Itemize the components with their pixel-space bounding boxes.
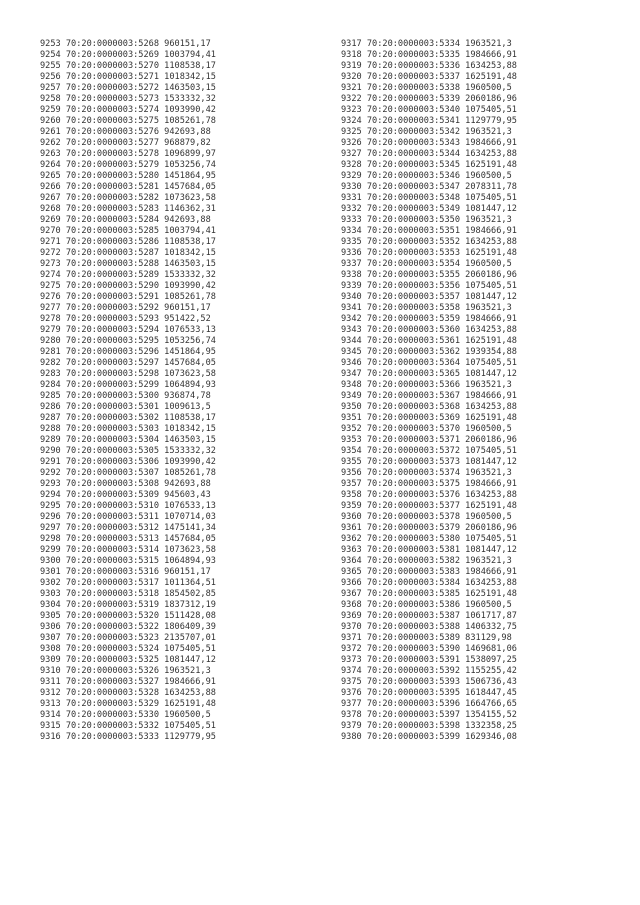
record-row: 9370 70:20:0000003:5388 1406332,75 — [341, 622, 517, 632]
record-row: 9295 70:20:0000003:5310 1076533,13 — [40, 501, 216, 511]
record-row: 9308 70:20:0000003:5324 1075405,51 — [40, 644, 216, 654]
record-row: 9346 70:20:0000003:5364 1075405,51 — [341, 358, 517, 368]
record-row: 9323 70:20:0000003:5340 1075405,51 — [341, 105, 517, 115]
record-row: 9262 70:20:0000003:5277 968879,82 — [40, 138, 211, 148]
record-row: 9293 70:20:0000003:5308 942693,88 — [40, 479, 211, 489]
record-row: 9294 70:20:0000003:5309 945603,43 — [40, 490, 211, 500]
record-row: 9318 70:20:0000003:5335 1984666,91 — [341, 50, 517, 60]
record-row: 9349 70:20:0000003:5367 1984666,91 — [341, 391, 517, 401]
record-row: 9279 70:20:0000003:5294 1076533,13 — [40, 325, 216, 335]
record-row: 9321 70:20:0000003:5338 1960500,5 — [341, 83, 512, 93]
record-row: 9354 70:20:0000003:5372 1075405,51 — [341, 446, 517, 456]
record-row: 9371 70:20:0000003:5389 831129,98 — [341, 633, 512, 643]
record-row: 9275 70:20:0000003:5290 1093990,42 — [40, 281, 216, 291]
record-row: 9304 70:20:0000003:5319 1837312,19 — [40, 600, 216, 610]
record-row: 9326 70:20:0000003:5343 1984666,91 — [341, 138, 517, 148]
record-row: 9339 70:20:0000003:5356 1075405,51 — [341, 281, 517, 291]
record-row: 9299 70:20:0000003:5314 1073623,58 — [40, 545, 216, 555]
record-row: 9352 70:20:0000003:5370 1960500,5 — [341, 424, 512, 434]
record-row: 9257 70:20:0000003:5272 1463503,15 — [40, 83, 216, 93]
record-row: 9260 70:20:0000003:5275 1085261,78 — [40, 116, 216, 126]
record-row: 9351 70:20:0000003:5369 1625191,48 — [341, 413, 517, 423]
record-row: 9269 70:20:0000003:5284 942693,88 — [40, 215, 211, 225]
record-row: 9258 70:20:0000003:5273 1533332,32 — [40, 94, 216, 104]
right-column — [341, 39, 517, 743]
record-row: 9332 70:20:0000003:5349 1081447,12 — [341, 204, 517, 214]
record-row: 9297 70:20:0000003:5312 1475141,34 — [40, 523, 216, 533]
record-row: 9376 70:20:0000003:5395 1618447,45 — [341, 688, 517, 698]
record-row: 9347 70:20:0000003:5365 1081447,12 — [341, 369, 517, 379]
record-row: 9330 70:20:0000003:5347 2078311,78 — [341, 182, 517, 192]
record-row: 9273 70:20:0000003:5288 1463503,15 — [40, 259, 216, 269]
record-row: 9303 70:20:0000003:5318 1854502,85 — [40, 589, 216, 599]
record-row: 9322 70:20:0000003:5339 2060186,96 — [341, 94, 517, 104]
record-row: 9368 70:20:0000003:5386 1960500,5 — [341, 600, 512, 610]
record-row: 9319 70:20:0000003:5336 1634253,88 — [341, 61, 517, 71]
record-row: 9364 70:20:0000003:5382 1963521,3 — [341, 556, 512, 566]
record-row: 9362 70:20:0000003:5380 1075405,51 — [341, 534, 517, 544]
record-row: 9310 70:20:0000003:5326 1963521,3 — [40, 666, 211, 676]
record-row: 9285 70:20:0000003:5300 936874,78 — [40, 391, 211, 401]
record-row: 9290 70:20:0000003:5305 1533332,32 — [40, 446, 216, 456]
record-row: 9333 70:20:0000003:5350 1963521,3 — [341, 215, 512, 225]
record-row: 9329 70:20:0000003:5346 1960500,5 — [341, 171, 512, 181]
record-row: 9353 70:20:0000003:5371 2060186,96 — [341, 435, 517, 445]
record-row: 9374 70:20:0000003:5392 1155255,42 — [341, 666, 517, 676]
record-row: 9277 70:20:0000003:5292 960151,17 — [40, 303, 211, 313]
record-row: 9287 70:20:0000003:5302 1108538,17 — [40, 413, 216, 423]
record-row: 9309 70:20:0000003:5325 1081447,12 — [40, 655, 216, 665]
record-row: 9276 70:20:0000003:5291 1085261,78 — [40, 292, 216, 302]
record-row: 9268 70:20:0000003:5283 1146362,31 — [40, 204, 216, 214]
record-row: 9343 70:20:0000003:5360 1634253,88 — [341, 325, 517, 335]
record-row: 9348 70:20:0000003:5366 1963521,3 — [341, 380, 512, 390]
record-row: 9261 70:20:0000003:5276 942693,88 — [40, 127, 211, 137]
record-row: 9300 70:20:0000003:5315 1064894,93 — [40, 556, 216, 566]
record-row: 9265 70:20:0000003:5280 1451864,95 — [40, 171, 216, 181]
record-row: 9266 70:20:0000003:5281 1457684,05 — [40, 182, 216, 192]
record-row: 9375 70:20:0000003:5393 1506736,43 — [341, 677, 517, 687]
record-row: 9341 70:20:0000003:5358 1963521,3 — [341, 303, 512, 313]
record-row: 9337 70:20:0000003:5354 1960500,5 — [341, 259, 512, 269]
record-row: 9340 70:20:0000003:5357 1081447,12 — [341, 292, 517, 302]
record-row: 9253 70:20:0000003:5268 960151,17 — [40, 39, 211, 49]
record-row: 9324 70:20:0000003:5341 1129779,95 — [341, 116, 517, 126]
record-row: 9355 70:20:0000003:5373 1081447,12 — [341, 457, 517, 467]
record-row: 9317 70:20:0000003:5334 1963521,3 — [341, 39, 512, 49]
record-row: 9344 70:20:0000003:5361 1625191,48 — [341, 336, 517, 346]
record-row: 9274 70:20:0000003:5289 1533332,32 — [40, 270, 216, 280]
record-row: 9256 70:20:0000003:5271 1018342,15 — [40, 72, 216, 82]
record-row: 9313 70:20:0000003:5329 1625191,48 — [40, 699, 216, 709]
record-row: 9359 70:20:0000003:5377 1625191,48 — [341, 501, 517, 511]
record-row: 9366 70:20:0000003:5384 1634253,88 — [341, 578, 517, 588]
record-row: 9328 70:20:0000003:5345 1625191,48 — [341, 160, 517, 170]
left-column — [40, 39, 216, 743]
record-row: 9282 70:20:0000003:5297 1457684,05 — [40, 358, 216, 368]
record-row: 9270 70:20:0000003:5285 1003794,41 — [40, 226, 216, 236]
record-row: 9254 70:20:0000003:5269 1003794,41 — [40, 50, 216, 60]
record-row: 9284 70:20:0000003:5299 1064894,93 — [40, 380, 216, 390]
record-row: 9325 70:20:0000003:5342 1963521,3 — [341, 127, 512, 137]
record-row: 9360 70:20:0000003:5378 1960500,5 — [341, 512, 512, 522]
record-row: 9335 70:20:0000003:5352 1634253,88 — [341, 237, 517, 247]
record-row: 9357 70:20:0000003:5375 1984666,91 — [341, 479, 517, 489]
record-row: 9345 70:20:0000003:5362 1939354,88 — [341, 347, 517, 357]
record-row: 9369 70:20:0000003:5387 1061717,87 — [341, 611, 517, 621]
record-row: 9286 70:20:0000003:5301 1009613,5 — [40, 402, 211, 412]
record-row: 9302 70:20:0000003:5317 1011364,51 — [40, 578, 216, 588]
record-row: 9336 70:20:0000003:5353 1625191,48 — [341, 248, 517, 258]
record-row: 9327 70:20:0000003:5344 1634253,88 — [341, 149, 517, 159]
record-row: 9311 70:20:0000003:5327 1984666,91 — [40, 677, 216, 687]
record-row: 9307 70:20:0000003:5323 2135707,01 — [40, 633, 216, 643]
record-row: 9342 70:20:0000003:5359 1984666,91 — [341, 314, 517, 324]
record-row: 9264 70:20:0000003:5279 1053256,74 — [40, 160, 216, 170]
record-row: 9255 70:20:0000003:5270 1108538,17 — [40, 61, 216, 71]
record-row: 9289 70:20:0000003:5304 1463503,15 — [40, 435, 216, 445]
record-row: 9331 70:20:0000003:5348 1075405,51 — [341, 193, 517, 203]
record-row: 9291 70:20:0000003:5306 1093990,42 — [40, 457, 216, 467]
record-row: 9281 70:20:0000003:5296 1451864,95 — [40, 347, 216, 357]
record-row: 9338 70:20:0000003:5355 2060186,96 — [341, 270, 517, 280]
record-row: 9288 70:20:0000003:5303 1018342,15 — [40, 424, 216, 434]
record-row: 9356 70:20:0000003:5374 1963521,3 — [341, 468, 512, 478]
record-row: 9306 70:20:0000003:5322 1806409,39 — [40, 622, 216, 632]
record-row: 9358 70:20:0000003:5376 1634253,88 — [341, 490, 517, 500]
record-row: 9350 70:20:0000003:5368 1634253,88 — [341, 402, 517, 412]
record-row: 9378 70:20:0000003:5397 1354155,52 — [341, 710, 517, 720]
record-row: 9278 70:20:0000003:5293 951422,52 — [40, 314, 211, 324]
record-row: 9314 70:20:0000003:5330 1960500,5 — [40, 710, 211, 720]
record-row: 9263 70:20:0000003:5278 1096899,97 — [40, 149, 216, 159]
record-row: 9283 70:20:0000003:5298 1073623,58 — [40, 369, 216, 379]
record-row: 9373 70:20:0000003:5391 1538097,25 — [341, 655, 517, 665]
record-row: 9363 70:20:0000003:5381 1081447,12 — [341, 545, 517, 555]
record-row: 9367 70:20:0000003:5385 1625191,48 — [341, 589, 517, 599]
record-row: 9272 70:20:0000003:5287 1018342,15 — [40, 248, 216, 258]
record-row: 9320 70:20:0000003:5337 1625191,48 — [341, 72, 517, 82]
record-row: 9316 70:20:0000003:5333 1129779,95 — [40, 732, 216, 742]
record-row: 9305 70:20:0000003:5320 1511428,08 — [40, 611, 216, 621]
record-row: 9361 70:20:0000003:5379 2060186,96 — [341, 523, 517, 533]
record-row: 9296 70:20:0000003:5311 1070714,03 — [40, 512, 216, 522]
record-row: 9379 70:20:0000003:5398 1332358,25 — [341, 721, 517, 731]
record-row: 9280 70:20:0000003:5295 1053256,74 — [40, 336, 216, 346]
record-row: 9271 70:20:0000003:5286 1108538,17 — [40, 237, 216, 247]
record-row: 9372 70:20:0000003:5390 1469681,06 — [341, 644, 517, 654]
record-row: 9334 70:20:0000003:5351 1984666,91 — [341, 226, 517, 236]
record-row: 9301 70:20:0000003:5316 960151,17 — [40, 567, 211, 577]
record-row: 9365 70:20:0000003:5383 1984666,91 — [341, 567, 517, 577]
record-row: 9380 70:20:0000003:5399 1629346,08 — [341, 732, 517, 742]
record-row: 9267 70:20:0000003:5282 1073623,58 — [40, 193, 216, 203]
record-row: 9315 70:20:0000003:5332 1075405,51 — [40, 721, 216, 731]
record-row: 9377 70:20:0000003:5396 1664766,65 — [341, 699, 517, 709]
record-row: 9259 70:20:0000003:5274 1093990,42 — [40, 105, 216, 115]
record-row: 9312 70:20:0000003:5328 1634253,88 — [40, 688, 216, 698]
record-row: 9298 70:20:0000003:5313 1457684,05 — [40, 534, 216, 544]
record-row: 9292 70:20:0000003:5307 1085261,78 — [40, 468, 216, 478]
